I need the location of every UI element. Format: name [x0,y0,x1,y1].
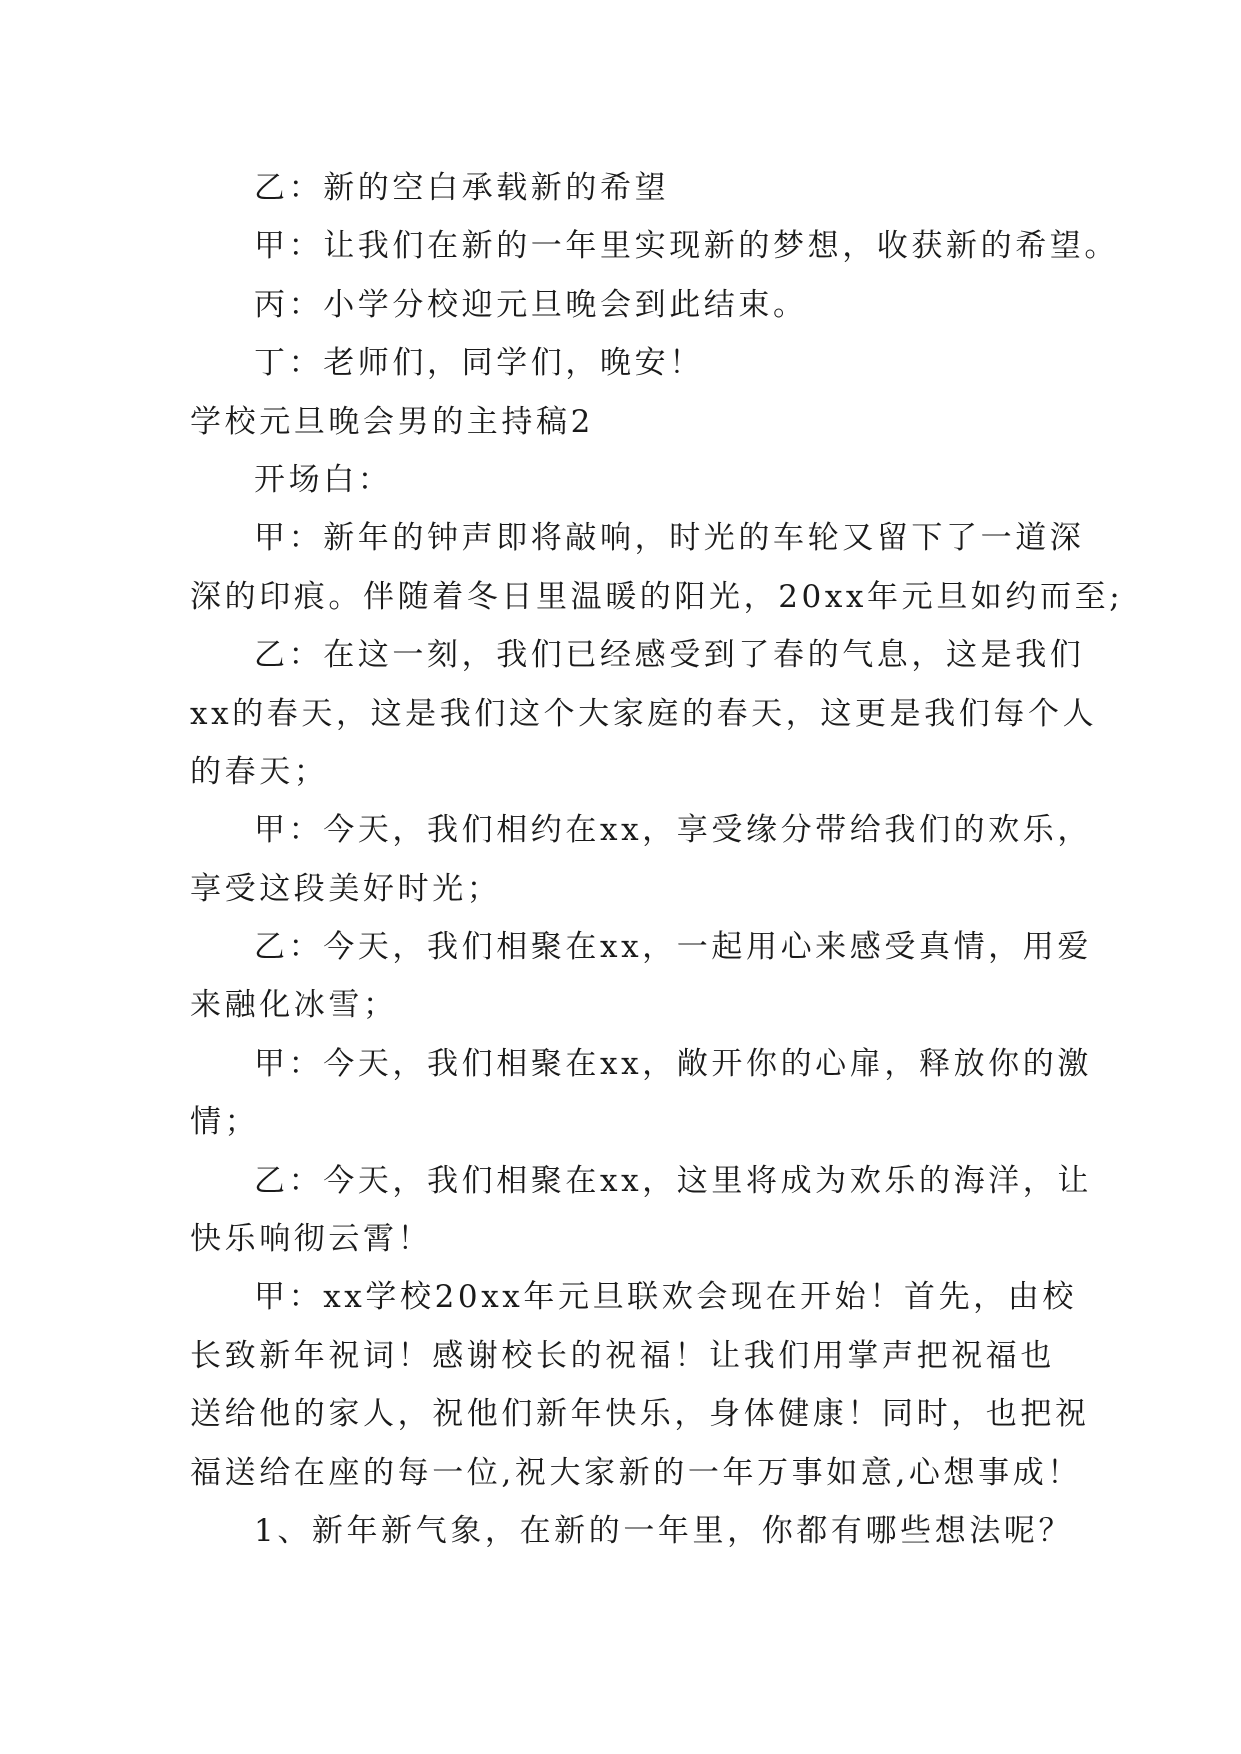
text-line: xx的春天，这是我们这个大家庭的春天，这更是我们每个人 [190,695,1098,732]
text-line: 乙：今天，我们相聚在xx，这里将成为欢乐的海洋，让 [254,1162,1092,1199]
text-line: 1、新年新气象，在新的一年里，你都有哪些想法呢？ [254,1512,1074,1549]
text-line: 长致新年祝词！感谢校长的祝福！让我们用掌声把祝福也 [190,1337,1055,1374]
text-line: 的春天； [190,753,329,790]
text-line: 甲：今天，我们相聚在xx，敞开你的心扉，释放你的激 [254,1045,1092,1082]
section-heading: 学校元旦晚会男的主持稿2 [190,403,594,440]
text-line: 乙：新的空白承载新的希望 [254,170,670,206]
text-line: 享受这段美好时光； [190,870,502,907]
text-line: 甲：今天，我们相约在xx，享受缘分带给我们的欢乐， [254,812,1092,849]
text-line: 来融化冰雪； [190,987,398,1024]
text-line: 乙：今天，我们相聚在xx，一起用心来感受真情，用爱 [254,929,1092,966]
text-line: 开场白： [254,461,393,498]
text-line: 乙：在这一刻，我们已经感受到了春的气息，这是我们 [254,637,1085,674]
text-line: 快乐响彻云霄！ [190,1221,433,1258]
text-line: 福送给在座的每一位,祝大家新的一年万事如意,心想事成！ [190,1454,1082,1491]
text-line: 丙：小学分校迎元旦晚会到此结束。 [254,286,808,323]
text-line: 情； [190,1104,260,1141]
text-line: 甲：新年的钟声即将敲响，时光的车轮又留下了一道深 [254,520,1085,557]
text-line: 甲：让我们在新的一年里实现新的梦想，收获新的希望。 [254,228,1119,265]
document-body [190,159,1124,1560]
text-line: 丁：老师们，同学们，晚安！ [254,345,704,382]
text-line: 深的印痕。伴随着冬日里温暖的阳光，20xx年元旦如约而至; [190,578,1124,615]
text-line: 甲：xx学校20xx年元旦联欢会现在开始！首先，由校 [254,1279,1077,1316]
text-line: 送给他的家人，祝他们新年快乐，身体健康！同时，也把祝 [190,1396,1090,1433]
